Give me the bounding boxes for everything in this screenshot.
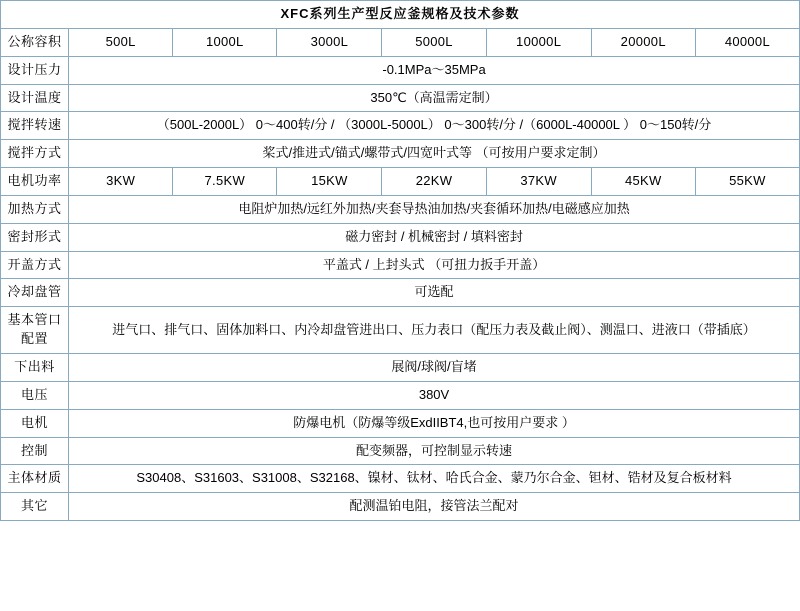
row-label-cover-type: 开盖方式 [1, 251, 69, 279]
volume-cell: 1000L [173, 28, 277, 56]
row-value-cooling-coil: 可选配 [69, 279, 800, 307]
volume-cell: 5000L [382, 28, 486, 56]
power-cell: 7.5KW [173, 168, 277, 196]
table-row [1, 353, 800, 381]
power-cell: 3KW [69, 168, 173, 196]
row-label-stirring-speed: 搅拌转速 [1, 112, 69, 140]
table-row [1, 251, 800, 279]
table-row [1, 168, 800, 196]
table-row [1, 112, 800, 140]
table-row [1, 409, 800, 437]
row-label-design-pressure: 设计压力 [1, 56, 69, 84]
volume-cell: 3000L [277, 28, 382, 56]
table-row [1, 437, 800, 465]
page-title: XFC系列生产型反应釜规格及技术参数 [1, 1, 800, 29]
row-label-design-temperature: 设计温度 [1, 84, 69, 112]
row-value-cover-type: 平盖式 / 上封头式 （可扭力扳手开盖） [69, 251, 800, 279]
power-cell: 22KW [382, 168, 486, 196]
table-row [1, 223, 800, 251]
title-row [1, 1, 800, 29]
row-label-nozzle-config: 基本管口配置 [1, 307, 69, 354]
table-row [1, 140, 800, 168]
volume-cell: 20000L [591, 28, 695, 56]
table-row [1, 381, 800, 409]
row-value-body-material: S30408、S31603、S31008、S32168、镍材、钛材、哈氏合金、蒙乃尔合金、钽材、锆材及复合板材料 [69, 465, 800, 493]
row-label-heating-type: 加热方式 [1, 195, 69, 223]
row-value-motor: 防爆电机（防爆等级ExdIIBT4,也可按用户要求 ） [69, 409, 800, 437]
row-label-motor-power: 电机功率 [1, 168, 69, 196]
row-label-motor: 电机 [1, 409, 69, 437]
volume-cell: 500L [69, 28, 173, 56]
row-value-stirring-type: 桨式/推进式/锚式/螺带式/四宽叶式等 （可按用户要求定制） [69, 140, 800, 168]
volume-cell: 10000L [486, 28, 591, 56]
table-row [1, 307, 800, 354]
table-row [1, 465, 800, 493]
table-row [1, 28, 800, 56]
power-cell: 45KW [591, 168, 695, 196]
volume-cell: 40000L [695, 28, 799, 56]
row-value-voltage: 380V [69, 381, 800, 409]
table-row [1, 84, 800, 112]
row-label-voltage: 电压 [1, 381, 69, 409]
power-cell: 15KW [277, 168, 382, 196]
row-label-cooling-coil: 冷却盘管 [1, 279, 69, 307]
row-label-others: 其它 [1, 493, 69, 521]
row-label-volume: 公称容积 [1, 28, 69, 56]
row-value-design-pressure: -0.1MPa～35MPa [69, 56, 800, 84]
row-label-stirring-type: 搅拌方式 [1, 140, 69, 168]
power-cell: 55KW [695, 168, 799, 196]
power-cell: 37KW [486, 168, 591, 196]
row-value-nozzle-config: 进气口、排气口、固体加料口、内冷却盘管进出口、压力表口（配压力表及截止阀）、测温口、进液口（带插底） [69, 307, 800, 354]
row-label-seal-type: 密封形式 [1, 223, 69, 251]
table-row [1, 493, 800, 521]
row-value-control: 配变频器，可控制显示转速 [69, 437, 800, 465]
row-value-design-temperature: 350℃（高温需定制） [69, 84, 800, 112]
row-value-others: 配测温铂电阻，接管法兰配对 [69, 493, 800, 521]
row-value-discharge: 展阀/球阀/盲堵 [69, 353, 800, 381]
row-label-control: 控制 [1, 437, 69, 465]
table-row [1, 195, 800, 223]
row-value-stirring-speed: （500L-2000L） 0～400转/分 / （3000L-5000L） 0～300转/分 /（6000L-40000L ） 0～150转/分 [69, 112, 800, 140]
row-value-heating-type: 电阻炉加热/远红外加热/夹套导热油加热/夹套循环加热/电磁感应加热 [69, 195, 800, 223]
table-row [1, 56, 800, 84]
row-value-seal-type: 磁力密封 / 机械密封 / 填料密封 [69, 223, 800, 251]
row-label-body-material: 主体材质 [1, 465, 69, 493]
table-row [1, 279, 800, 307]
row-label-discharge: 下出料 [1, 353, 69, 381]
